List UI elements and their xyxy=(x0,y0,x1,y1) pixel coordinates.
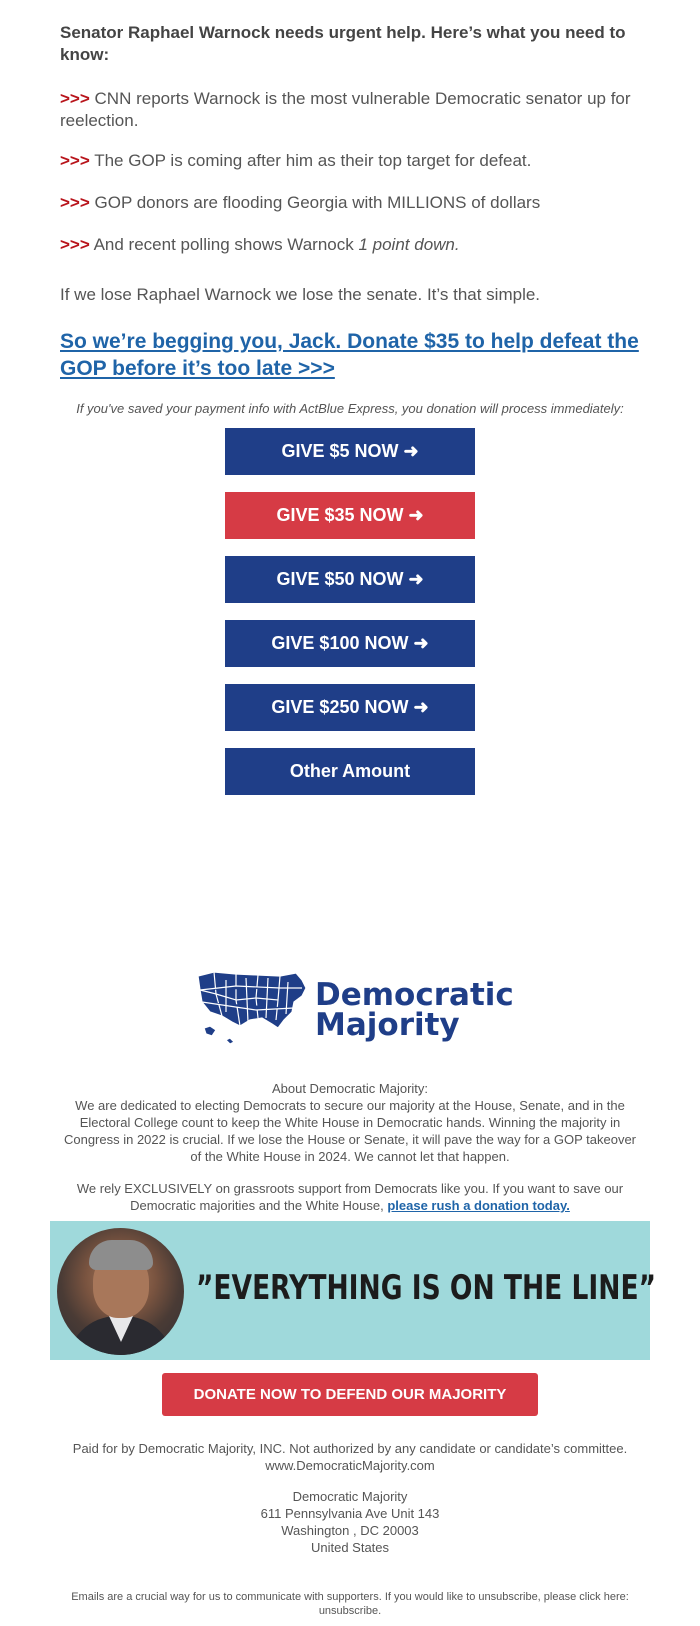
bullet-text: And recent polling shows Warnock xyxy=(89,235,359,254)
bullet-arrows: >>> xyxy=(60,89,90,108)
give-35-button[interactable]: GIVE $35 NOW ➜ xyxy=(225,492,475,539)
unsubscribe-text: Emails are a crucial way for us to communicate with supporters. If you would like to unsubscribe, please click here: xyxy=(71,1591,629,1603)
bullet-text: GOP donors are flooding Georgia with MILLIONS of dollars xyxy=(89,193,541,212)
logo-wordmark xyxy=(315,977,514,1043)
bullet-arrows: >>> xyxy=(60,151,90,170)
bullet-gop-target xyxy=(60,150,640,172)
bullet-gop-donors xyxy=(60,192,640,214)
logo-line2: Majority xyxy=(315,1007,460,1043)
actblue-express-note: If you've saved your payment info with ActBlue Express, you donation will process immediately: xyxy=(76,401,624,416)
about-section xyxy=(60,1080,640,1165)
give-5-button[interactable]: GIVE $5 NOW ➜ xyxy=(225,428,475,475)
rush-donation-link[interactable]: please rush a donation today. xyxy=(387,1198,570,1213)
rely-body: We rely EXCLUSIVELY on grassroots support from Democrats like you. If you want to save our Democratic majorities and the White House, xyxy=(76,1181,624,1213)
give-100-button[interactable]: GIVE $100 NOW ➜ xyxy=(225,620,475,667)
give-250-button[interactable]: GIVE $250 NOW ➜ xyxy=(225,684,475,731)
rely-text xyxy=(60,1180,640,1214)
bullet-polling xyxy=(60,234,640,256)
logo-line1: Democratic xyxy=(315,977,514,1013)
give-50-button[interactable]: GIVE $50 NOW ➜ xyxy=(225,556,475,603)
intro-text: Senator Raphael Warnock needs urgent help. Here’s what you need to know: xyxy=(60,23,626,64)
portrait-image xyxy=(57,1228,184,1355)
mailing-address xyxy=(60,1488,640,1556)
address-org: Democratic Majority xyxy=(292,1489,408,1504)
address-city: Washington , DC 20003 xyxy=(281,1523,419,1538)
unsubscribe-notice xyxy=(60,1590,640,1618)
bullet-arrows: >>> xyxy=(60,193,90,212)
closing-text: If we lose Raphael Warnock we lose the senate. It’s that simple. xyxy=(60,285,541,304)
about-body: We are dedicated to electing Democrats to secure our majority at the House, Senate, and in the Electoral College count to keep the White House in Democratic hands. Winning the majority in Congress in 2022 is crucial. If we lose the House or Senate, it will pave the way for a GOP takeover of the White House in 2024. We cannot let that happen. xyxy=(63,1098,637,1164)
bullet-emphasis: 1 point down. xyxy=(358,235,460,254)
unsubscribe-link[interactable]: unsubscribe. xyxy=(318,1605,382,1617)
bullet-arrows: >>> xyxy=(60,235,90,254)
paid-for-disclaimer: Paid for by Democratic Majority, INC. Not authorized by any candidate or candidate’s committee. www.DemocraticMajority.com xyxy=(72,1441,628,1473)
banner-quote: ”EVERYTHING IS ON THE LINE” xyxy=(196,1268,657,1308)
donate-headline-link[interactable]: So we’re begging you, Jack. Donate $35 to help defeat the GOP before it’s too late >>> xyxy=(60,330,639,380)
bullet-text: The GOP is coming after him as their top target for defeat. xyxy=(89,151,532,170)
donate-now-button[interactable]: DONATE NOW TO DEFEND OUR MAJORITY xyxy=(162,1373,538,1416)
bullet-cnn xyxy=(60,88,640,132)
bullet-text: CNN reports Warnock is the most vulnerable Democratic senator up for reelection. xyxy=(60,89,631,130)
address-street: 611 Pennsylvania Ave Unit 143 xyxy=(260,1506,440,1521)
about-title: About Democratic Majority: xyxy=(271,1081,429,1096)
address-country: United States xyxy=(310,1540,390,1555)
other-amount-button[interactable]: Other Amount xyxy=(225,748,475,795)
